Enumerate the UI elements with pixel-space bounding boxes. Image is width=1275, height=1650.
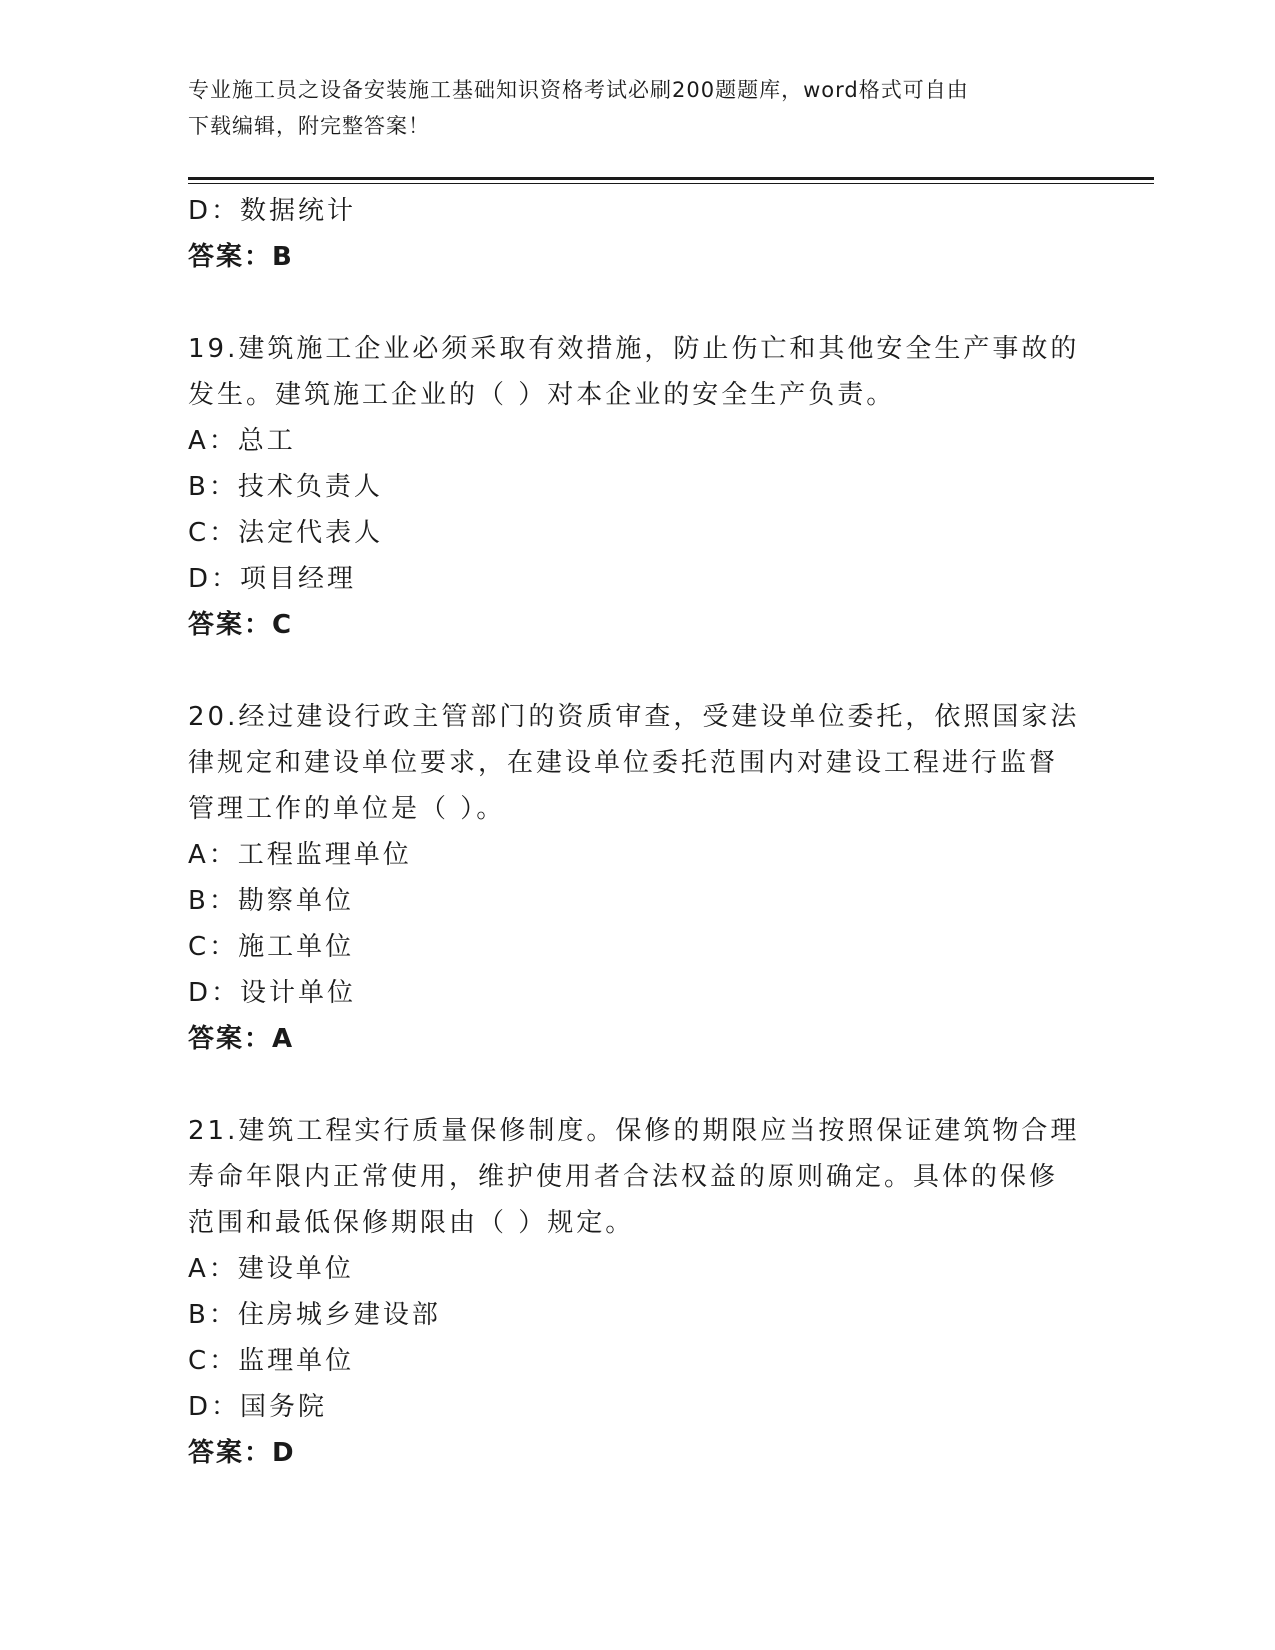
option-b: B：住房城乡建设部 — [188, 1300, 441, 1330]
question-stem-line: 21.建筑工程实行质量保修制度。保修的期限应当按照保证建筑物合理 — [188, 1116, 1080, 1146]
header-title-line1: 专业施工员之设备安装施工基础知识资格考试必刷200题题库，word格式可自由 — [188, 78, 969, 102]
header-divider-thick — [188, 177, 1154, 180]
header-title-line2: 下载编辑，附完整答案！ — [188, 114, 430, 138]
option-a: A：工程监理单位 — [188, 840, 412, 870]
option-d: D：数据统计 — [188, 196, 357, 226]
question-block — [188, 326, 1088, 648]
answer-line: 答案：B — [188, 242, 294, 272]
spacer — [188, 280, 1088, 326]
option-d: D：项目经理 — [188, 564, 357, 594]
question-stem-line: 管理工作的单位是（ ）。 — [188, 794, 506, 824]
header-divider-thin — [188, 183, 1154, 184]
option-c: C：监理单位 — [188, 1346, 355, 1376]
question-block — [188, 694, 1088, 1062]
option-a: A：建设单位 — [188, 1254, 354, 1284]
question-stem-line: 范围和最低保修期限由（ ）规定。 — [188, 1208, 635, 1238]
question-stem-line: 19.建筑施工企业必须采取有效措施，防止伤亡和其他安全生产事故的 — [188, 334, 1080, 364]
question-block — [188, 1108, 1088, 1476]
question-stem-line: 发生。建筑施工企业的（ ）对本企业的安全生产负责。 — [188, 380, 896, 410]
question-list — [188, 188, 1088, 1476]
page-header — [188, 72, 1068, 144]
option-b: B：技术负责人 — [188, 472, 383, 502]
option-a: A：总工 — [188, 426, 296, 456]
answer-line: 答案：C — [188, 610, 294, 640]
option-d: D：国务院 — [188, 1392, 328, 1422]
option-c: C：法定代表人 — [188, 518, 384, 548]
option-c: C：施工单位 — [188, 932, 355, 962]
option-b: B：勘察单位 — [188, 886, 354, 916]
question-stem-line: 20.经过建设行政主管部门的资质审查，受建设单位委托，依照国家法 — [188, 702, 1080, 732]
spacer — [188, 1062, 1088, 1108]
option-d: D：设计单位 — [188, 978, 357, 1008]
question-stem-line: 寿命年限内正常使用，维护使用者合法权益的原则确定。具体的保修 — [188, 1162, 1059, 1192]
spacer — [188, 648, 1088, 694]
answer-line: 答案：A — [188, 1024, 295, 1054]
answer-line: 答案：D — [188, 1438, 296, 1468]
question-stem-line: 律规定和建设单位要求，在建设单位委托范围内对建设工程进行监督 — [188, 748, 1059, 778]
